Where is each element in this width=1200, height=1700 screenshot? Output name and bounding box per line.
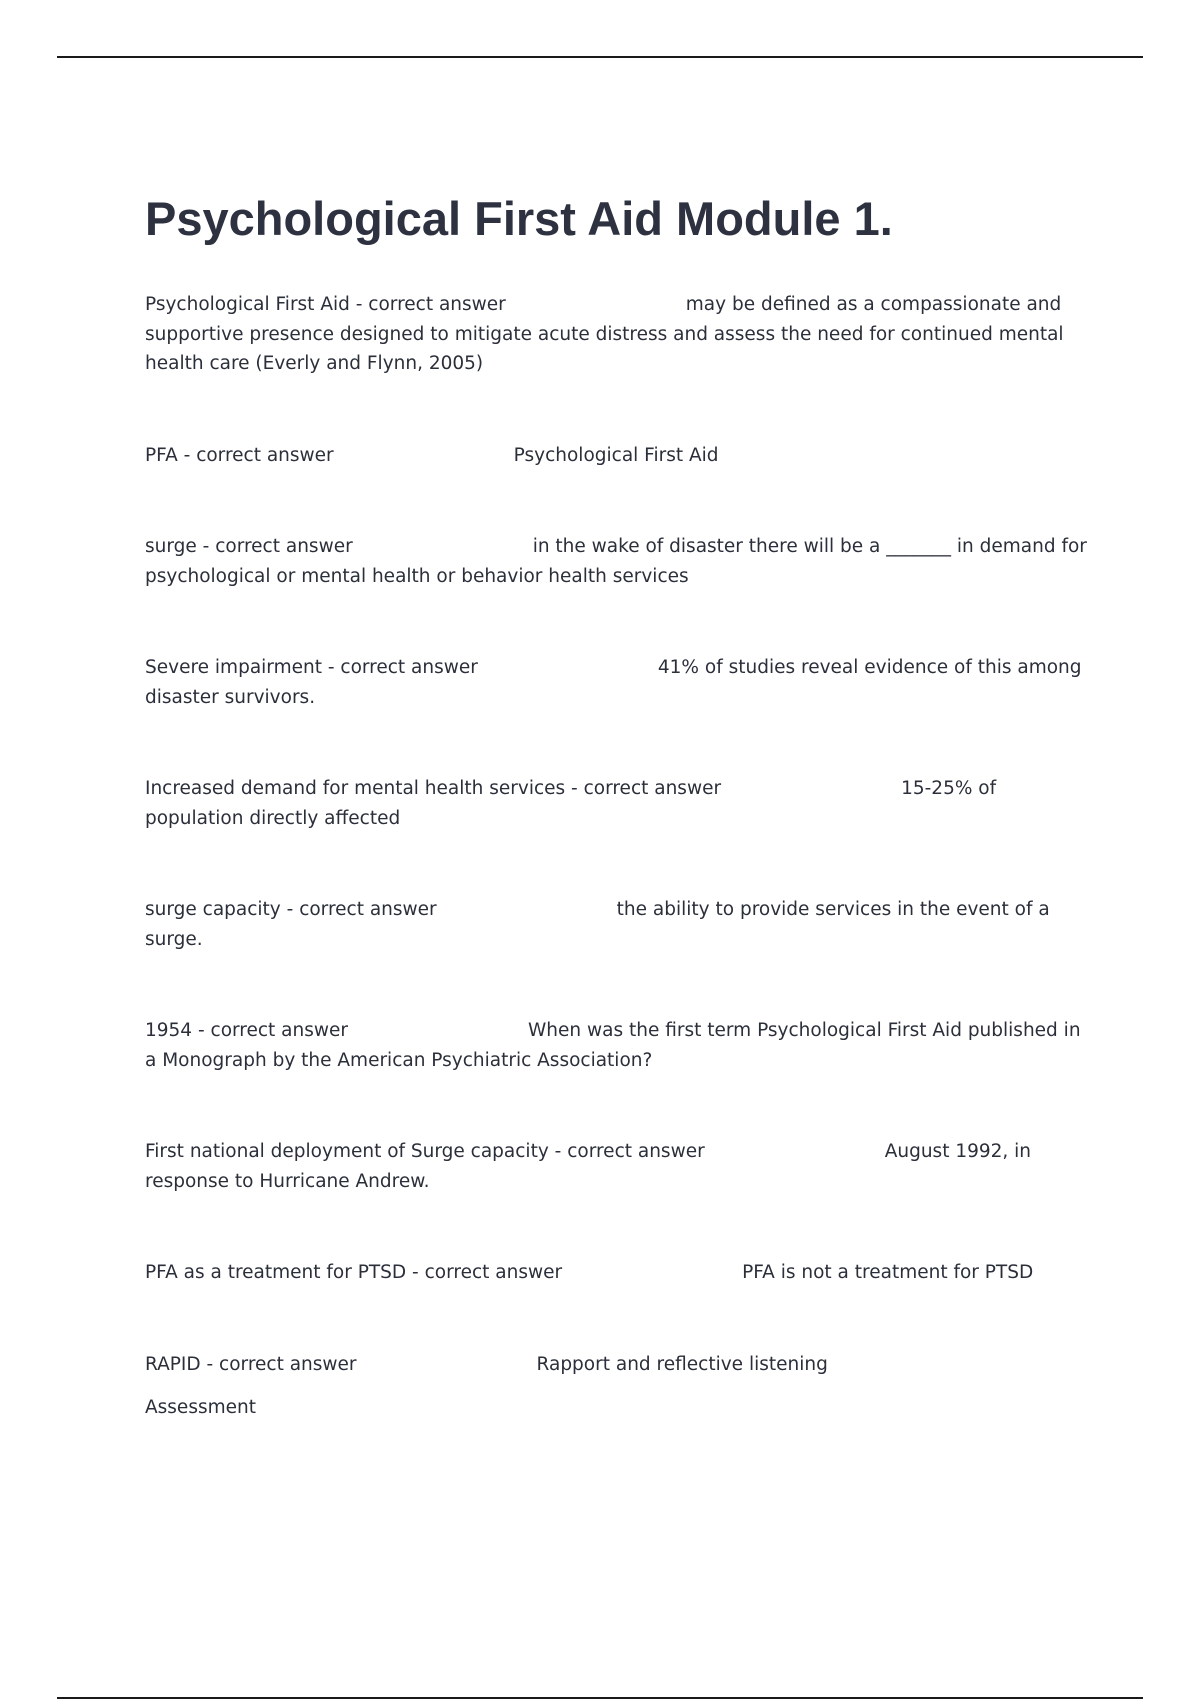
- flashcard-entry: [145, 1016, 1090, 1075]
- entry-definition: PFA is not a treatment for PTSD: [742, 1262, 1034, 1283]
- entry-definition: 41% of studies reveal evidence of this among disaster survivors.: [145, 657, 1082, 708]
- entry-definition: Rapport and reflective listening: [536, 1353, 828, 1375]
- entry-term: Severe impairment - correct answer: [145, 657, 478, 678]
- flashcard-entry: [145, 1137, 1090, 1196]
- entry-term: Psychological First Aid - correct answer: [145, 294, 506, 315]
- flashcard-entry: [145, 774, 1090, 833]
- flashcard-entry: [145, 653, 1090, 712]
- entry-definition: in the wake of disaster there will be a _______ in demand for psychological or mental health or behavior health services: [145, 536, 1087, 587]
- flashcard-list: [145, 290, 1090, 1423]
- entry-term: surge capacity - correct answer: [145, 899, 437, 920]
- flashcard-entry: [145, 1350, 1090, 1380]
- bottom-rule: [57, 1697, 1143, 1699]
- entry-term: PFA - correct answer: [145, 444, 334, 466]
- entry-definition: August 1992, in response to Hurricane Andrew.: [145, 1141, 1032, 1192]
- page-title: Psychological First Aid Module 1.: [145, 192, 893, 245]
- entry-definition: When was the first term Psychological First Aid published in a Monograph by the American Psychiatric Association?: [145, 1020, 1081, 1071]
- flashcard-entry: [145, 290, 1090, 379]
- entry-definition: may be defined as a compassionate and supportive presence designed to mitigate acute distress and assess the need for continued mental health care (Everly and Flynn, 2005): [145, 294, 1064, 374]
- entry-term: First national deployment of Surge capacity - correct answer: [145, 1141, 705, 1162]
- entry-definition: Psychological First Aid: [513, 444, 719, 466]
- flashcard-entry: [145, 895, 1090, 954]
- entry-term: 1954 - correct answer: [145, 1020, 348, 1041]
- flashcard-entry: [145, 532, 1090, 591]
- flashcard-entry: [145, 441, 1090, 471]
- entry-definition: the ability to provide services in the event of a surge.: [145, 899, 1050, 950]
- top-rule: [57, 56, 1143, 58]
- flashcard-entry: [145, 1258, 1090, 1288]
- entry-term: RAPID - correct answer: [145, 1353, 357, 1375]
- entry-term: Increased demand for mental health services - correct answer: [145, 778, 722, 799]
- continuation-text: Assessment: [145, 1397, 256, 1418]
- entry-term: surge - correct answer: [145, 536, 353, 557]
- entry-definition: 15-25% of population directly affected: [145, 778, 997, 829]
- entry-term: PFA as a treatment for PTSD - correct answer: [145, 1262, 563, 1283]
